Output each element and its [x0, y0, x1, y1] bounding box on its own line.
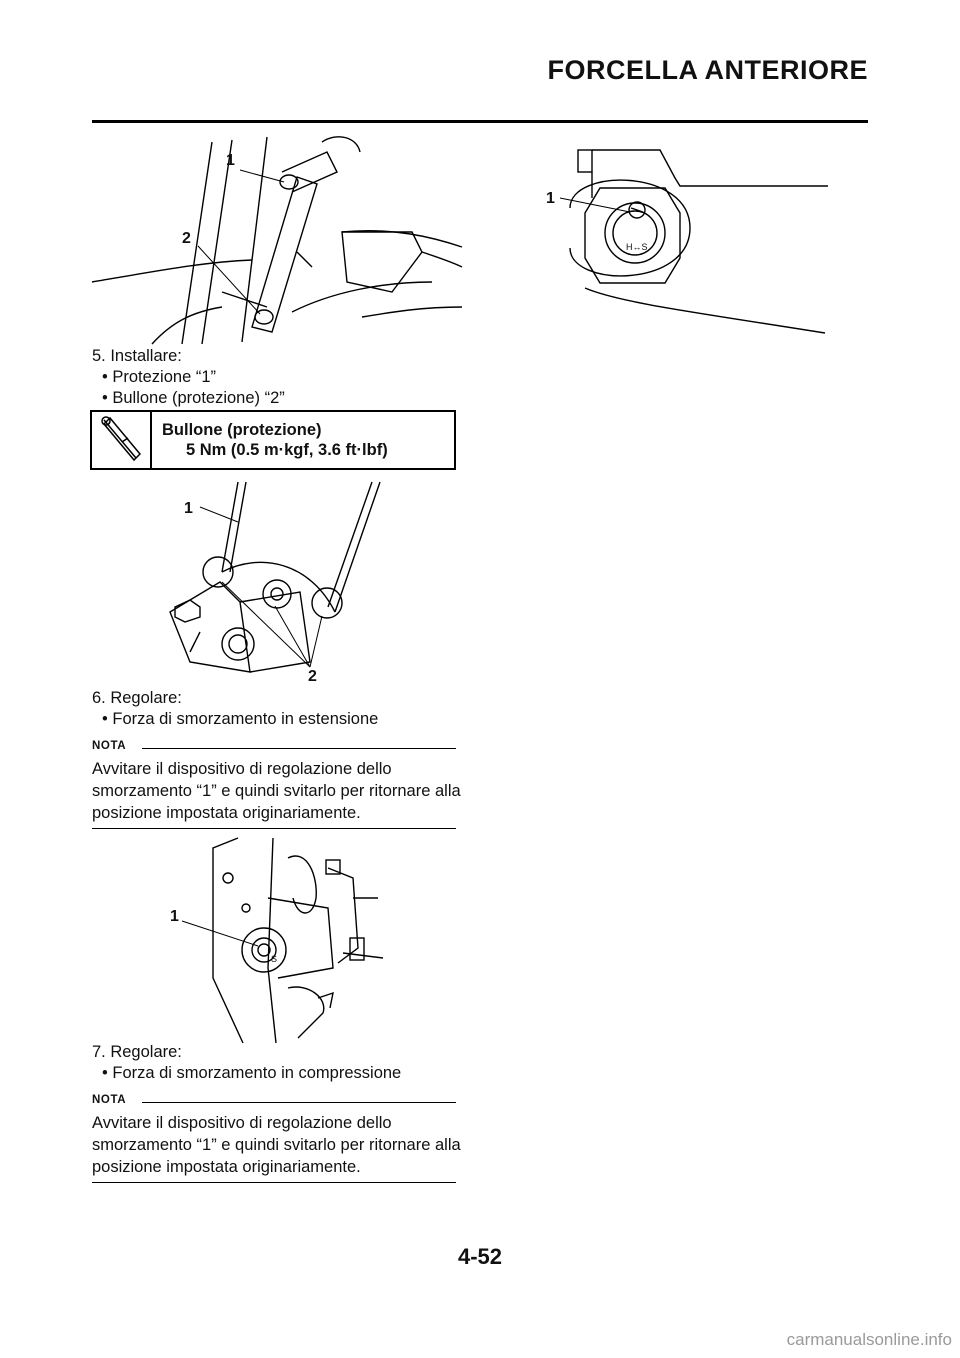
torque-wrench-icon: [92, 412, 150, 468]
torque-spec-box: [90, 410, 456, 470]
note-label: NOTA: [92, 740, 127, 752]
page-title: FORCELLA ANTERIORE: [547, 55, 868, 85]
note-text: Avvitare il dispositivo di regolazione dello smorzamento “1” e quindi svitarlo per ritornare alla posizione impostata originariamente.: [92, 760, 461, 822]
note-label: NOTA: [92, 1094, 127, 1106]
adjuster-mark: H↔S: [626, 242, 648, 252]
adjuster-detail-drawing: [540, 138, 830, 340]
callout-2: 2: [182, 230, 191, 247]
figure-protector-install: [92, 132, 462, 344]
callout-1: 1: [226, 152, 235, 169]
page-number: 4-52: [457, 1244, 503, 1269]
fork-bracket-drawing: [160, 482, 380, 688]
header-rule: [92, 120, 868, 123]
adjuster-mark: S: [271, 954, 278, 964]
callout-1: 1: [184, 500, 193, 517]
step5-item-bolt: • Bullone (protezione) “2”: [102, 389, 285, 407]
step5-heading: 5. Installare:: [92, 347, 182, 365]
step6-item-rebound: • Forza di smorzamento in estensione: [102, 710, 379, 728]
torque-icon-cell: [92, 412, 152, 468]
note-rule-top: [142, 1102, 456, 1103]
figure-adjuster-detail: [540, 138, 830, 340]
torque-label: Bullone (protezione): [162, 421, 322, 439]
figure-compression-adjuster: [168, 838, 383, 1043]
note-text: Avvitare il dispositivo di regolazione dello smorzamento “1” e quindi svitarlo per ritornare alla posizione impostata originariamente.: [92, 1114, 461, 1176]
note-rule-bottom: [92, 1182, 456, 1183]
callout-1: 1: [546, 190, 555, 207]
fork-bottom-drawing: [168, 838, 383, 1043]
fork-protector-drawing: [92, 132, 462, 344]
step5-item-protector: • Protezione “1”: [102, 368, 216, 386]
torque-value: 5 Nm (0.5 m·kgf, 3.6 ft·lbf): [186, 441, 388, 459]
note-rule-top: [142, 748, 456, 749]
step6-heading: 6. Regolare:: [92, 689, 182, 707]
note-rule-bottom: [92, 828, 456, 829]
step7-heading: 7. Regolare:: [92, 1043, 182, 1061]
figure-bracket-bolts: [160, 482, 380, 688]
step7-item-compression: • Forza di smorzamento in compressione: [102, 1064, 402, 1082]
watermark: carmanualsonline.info: [786, 1330, 952, 1349]
callout-2: 2: [308, 668, 317, 685]
callout-1: 1: [170, 908, 179, 925]
